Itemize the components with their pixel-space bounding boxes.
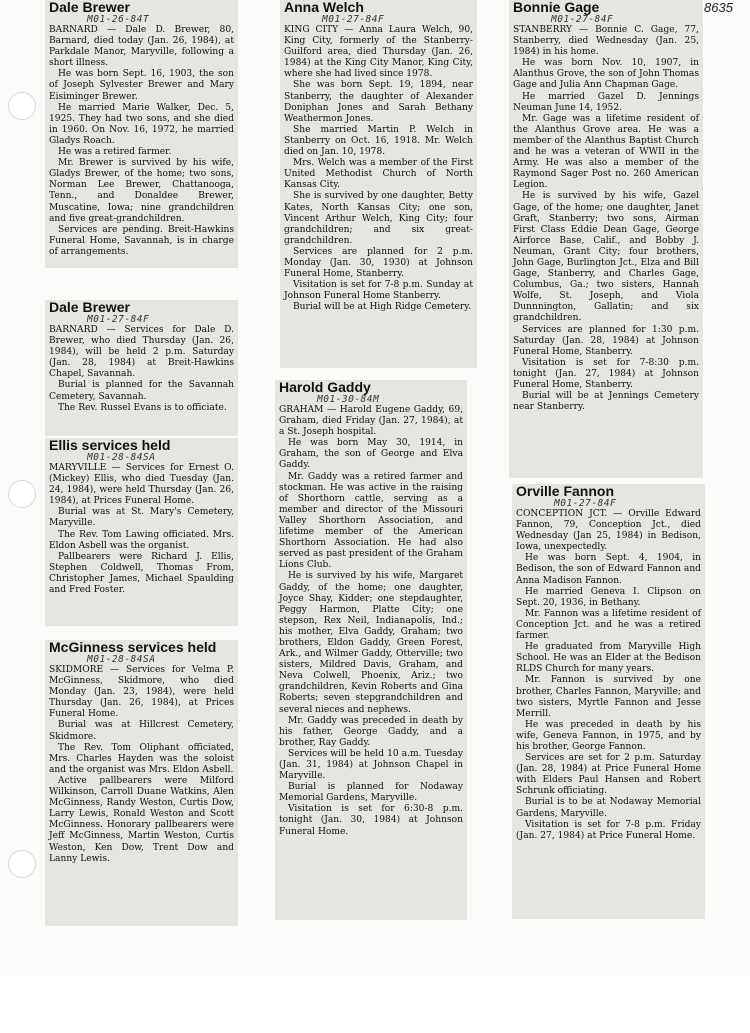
obituary-paragraph: The Rev. Russel Evans is to officiate. (58, 402, 227, 413)
obituary-paragraph: Mr. Gaddy was preceded in death by his father, George Gaddy, and a brother, Ray Gaddy. (279, 715, 463, 748)
handwritten-date-note: M01-28-84SA (87, 654, 156, 665)
obituary-paragraph: SKIDMORE — Services for Velma P. McGinness, Skidmore, who died Monday (Jan. 23, 1984), were held Thursday (Jan. 26, 1984), at Prices Funeral Home. (49, 665, 234, 720)
obituary-paragraph: He was born Nov. 10, 1907, in Alanthus Grove, the son of John Thomas Gage and Julia Ann Chapman Gage. (513, 58, 699, 91)
obituary-paragraph: Services are planned for 2 p.m. Monday (Jan. 30, 1930) at Johnson Funeral Home, Stanberry. (284, 246, 473, 280)
obituary-title: Dale Brewer (49, 300, 130, 315)
obituary-paragraph: Mr. Gage was a lifetime resident of the Alanthus Grove area. He was a member of the Alanthus Baptist Church and he was a veteran of WWII in the Army. He was also a member of the Raymond Sager Post no. 260 American Legion. (513, 113, 699, 191)
obituary-paragraph: Services are set for 2 p.m. Saturday (Jan. 28, 1984) at Price Funeral Home with Elders Paul Hansen and Robert Schrunk officiating. (516, 753, 701, 797)
obituary-clipping (45, 0, 238, 268)
obituary-paragraph: He married Geneva I. Clipson on Sept. 20, 1936, in Bethany. (516, 586, 701, 608)
handwritten-date-note: M01-30-84M (317, 394, 380, 405)
obituary-paragraph: Mrs. Welch was a member of the First United Methodist Church of North Kansas City. (284, 158, 473, 191)
obituary-paragraph: BARNARD — Services for Dale D. Brewer, who died Thursday (Jan. 26, 1984), will be held 2 p.m. Saturday (Jan. 28, 1984) at Breit-Hawkins Chapel, Savannah. (49, 325, 234, 380)
obituary-paragraph: He married Gazel D. Jennings Neuman June 14, 1952. (513, 91, 699, 113)
obituary-paragraph: GRAHAM — Harold Eugene Gaddy, 69, Graham, died Friday (Jan. 27, 1984), at a St. Joseph hospital. (279, 405, 463, 438)
obituary-paragraph: Burial will be at Jennings Cemetery near Stanberry. (513, 391, 699, 413)
obituary-title: Bonnie Gage (513, 0, 600, 15)
obituary-paragraph: He is survived by his wife, Margaret Gaddy, of the home; one daughter, Joyce Shay, Kidder; one stepdaughter, Peggy Harmon, Platte City; one stepson, Rex Neil, Indianapolis, Ind.; his mother, Elva Gaddy, Graham; two brothers, Eldon Gaddy, Green Forest, Ark., and Wilmer Gaddy, Otterville; two sisters, Mildred Davis, Graham, and Neva Colwell, Phoenix, Ariz.; two grandchildren, Kevin Roberts and Gina Roberts; seven stepgrandchildren and several nieces and nephews. (279, 571, 463, 715)
handwritten-date-note: M01-26-84T (87, 14, 150, 25)
handwritten-date-note: M01-27-84F (551, 14, 614, 25)
obituary-paragraph: Mr. Fannon was a lifetime resident of Conception Jct. and he was a retired farmer. (516, 608, 701, 642)
obituary-paragraph: KING CITY — Anna Laura Welch, 90, King City, formerly of the Stanberry-Guilford area, died Thursday (Jan. 26, 1984) at the King City Manor, King City, where she had lived since 1978. (284, 25, 473, 80)
obituary-paragraph: Visitation is set for 7-8 p.m. Sunday at Johnson Funeral Home Stanberry. (284, 280, 473, 302)
obituary-paragraph: Visitation is set for 6:30-8 p.m. tonight (Jan. 30, 1984) at Johnson Funeral Home. (279, 804, 463, 837)
punch-hole (8, 850, 36, 878)
handwritten-date-note: M01-27-84F (87, 314, 150, 325)
obituary-paragraph: Mr. Gaddy was a retired farmer and stockman. He was active in the raising of Shorthorn cattle, serving as a member and director of the Missouri Valley Shorthorn Association, and lifetime member of the American Shorthorn Association. He had also served as past president of the Graham Lions Club. (279, 471, 463, 571)
obituary-paragraph: The Rev. Tom Oliphant officiated, Mrs. Charles Hayden was the soloist and the organist was Mrs. Eldon Asbell. (49, 742, 234, 775)
obituary-clipping (45, 640, 238, 926)
obituary-paragraph: Burial is planned for the Savannah Cemetery, Savannah. (49, 380, 234, 402)
obituary-clipping (509, 0, 703, 478)
obituary-paragraph: He was born May 30, 1914, in Graham, the son of George and Elva Gaddy. (279, 438, 463, 471)
obituary-title: Anna Welch (284, 0, 364, 15)
obituary-paragraph: She married Martin P. Welch in Stanberry on Oct. 16, 1918. Mr. Welch died on Jan. 10, 1978. (284, 124, 473, 158)
obituary-clipping (45, 300, 238, 436)
page-number: 8635 (704, 0, 733, 15)
obituary-clipping (280, 0, 477, 368)
punch-hole (8, 92, 36, 120)
obituary-paragraph: He was preceded in death by his wife, Geneva Fannon, in 1975, and by his brother, George Fannon. (516, 719, 701, 752)
obituary-paragraph: STANBERRY — Bonnie C. Gage, 77, Stanberry, died Wednesday (Jan. 25, 1984) in his home. (513, 25, 699, 58)
punch-hole (8, 480, 36, 508)
obituary-paragraph: He was born Sept. 16, 1903, the son of Joseph Sylvester Brewer and Mary Eisiminger Brewer. (49, 69, 234, 102)
obituary-clipping (45, 438, 238, 626)
obituary-clipping (275, 380, 467, 920)
obituary-paragraph: Services are planned for 1:30 p.m. Saturday (Jan. 28, 1984) at Johnson Funeral Home, Stanberry. (513, 324, 699, 357)
obituary-paragraph: Services will be held 10 a.m. Tuesday (Jan. 31, 1984) at Johnson Chapel in Maryville. (279, 748, 463, 782)
obituary-paragraph: Visitation is set for 7-8:30 p.m. tonight (Jan. 27, 1984) at Johnson Funeral Home, Stanberry. (513, 357, 699, 390)
obituary-paragraph: The Rev. Tom Lawing officiated. Mrs. Eldon Asbell was the organist. (49, 529, 234, 551)
handwritten-date-note: M01-27-84F (554, 498, 617, 509)
obituary-paragraph: Burial was at St. Mary's Cemetery, Maryville. (49, 507, 234, 529)
obituary-paragraph: Active pallbearers were Milford Wilkinson, Carroll Duane Watkins, Alen McGinness, Randy Weston, Curtis Dow, Larry Lewis, Ronald Weston and Scott McGinness. Honorary pallbearers were Jeff McGinness, Martin Weston, Curtis Weston, Ken Dow, Trent Dow and Lanny Lewis. (49, 775, 234, 864)
obituary-paragraph: He was a retired farmer. (58, 147, 172, 158)
obituary-title: Dale Brewer (49, 0, 130, 15)
handwritten-date-note: M01-27-84F (322, 14, 385, 25)
obituary-paragraph: BARNARD — Dale D. Brewer, 80, Barnard, died today (Jan. 26, 1984), at Parkdale Manor, Maryville, following a short illness. (49, 25, 234, 69)
obituary-paragraph: She is survived by one daughter, Betty Kates, North Kansas City; one son, Vincent Arthur Welch, King City; four grandchildren; and six great-grandchildren. (284, 191, 473, 246)
obituary-paragraph: Burial was at Hillcrest Cemetery, Skidmore. (49, 720, 234, 742)
obituary-title: Orville Fannon (516, 484, 615, 499)
obituary-title: Harold Gaddy (279, 380, 371, 395)
obituary-paragraph: Burial is planned for Nodaway Memorial Gardens, Maryville. (279, 782, 463, 804)
obituary-paragraph: MARYVILLE — Services for Ernest O. (Mickey) Ellis, who died Tuesday (Jan. 24, 1984), were held Thursday (Jan. 26, 1984), at Prices Funeral Home. (49, 463, 234, 507)
obituary-paragraph: Burial will be at High Ridge Cemetery. (293, 302, 472, 313)
obituary-paragraph: He was born Sept. 4, 1904, in Bedison, the son of Edward Fannon and Anna Madison Fannon. (516, 553, 701, 586)
obituary-paragraph: He graduated from Maryville High School. He was an Elder at the Bedison RLDS Church for many years. (516, 642, 701, 675)
obituary-paragraph: Mr. Fannon is survived by one brother, Charles Fannon, Maryville; and two sisters, Myrtle Fannon and Jesse Merrill. (516, 675, 701, 719)
obituary-title: Ellis services held (49, 438, 171, 453)
obituary-paragraph: Mr. Brewer is survived by his wife, Gladys Brewer, of the home; two sons, Norman Lee Brewer, Chattanooga, Tenn., and Donaldee Brewer, Muscatine, Iowa; nine grandchildren and five great-grandchildren. (49, 158, 234, 224)
obituary-paragraph: She was born Sept. 19, 1894, near Stanberry, the daughter of Alexander Doniphan Jones and Sarah Bethany Weathermon Jones. (284, 80, 473, 124)
obituary-paragraph: CONCEPTION JCT. — Orville Edward Fannon, 79, Conception Jct., died Wednesday (Jan 25, 1984) in Bedison, Iowa, unexpectedly. (516, 509, 701, 553)
obituary-paragraph: Pallbearers were Richard J. Ellis, Stephen Coldwell, Thomas From, Christopher James, Michael Spaulding and Fred Foster. (49, 551, 234, 596)
obituary-paragraph: He is survived by his wife, Gazel Gage, of the home; one daughter, Janet Graft, Stanberry; two sons, Airman First Class Eddie Dean Gage, George Airforce Base, Calif., and Bobby J. Neuman, Grant City; four brothers, John Gage, Burlington Jct., Elza and Bill Gage, Stanberry, and Charles Gage, Columbus, Ga.; two sisters, Hannah Wolfe, St. Joseph, and Viola Dunnnington, Gallatin; and six grandchildren. (513, 191, 699, 324)
obituary-paragraph: Burial is to be at Nodaway Memorial Gardens, Maryville. (516, 797, 701, 819)
obituary-paragraph: He married Marie Walker, Dec. 5, 1925. They had two sons, and she died in 1960. On Nov. 16, 1972, he married Gladys Roach. (49, 102, 234, 146)
obituary-title: McGinness services held (49, 640, 217, 655)
handwritten-date-note: M01-28-84SA (87, 452, 156, 463)
obituary-paragraph: Services are pending. Breit-Hawkins Funeral Home, Savannah, is in charge of arrangements. (49, 224, 234, 257)
obituary-paragraph: Visitation is set for 7-8 p.m. Friday (Jan. 27, 1984) at Price Funeral Home. (516, 819, 701, 841)
obituary-clipping (512, 484, 705, 919)
